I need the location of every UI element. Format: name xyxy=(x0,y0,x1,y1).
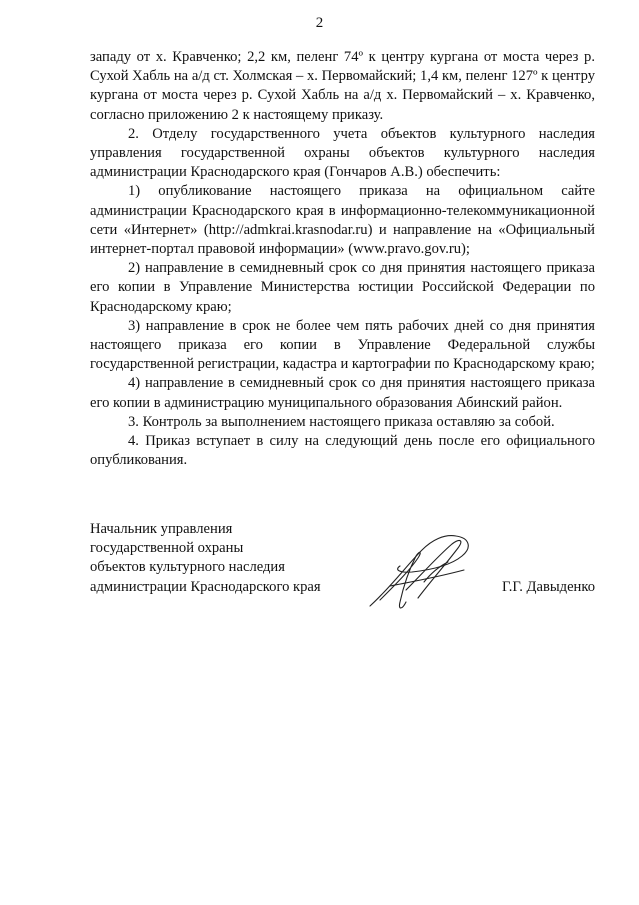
paragraph: 3. Контроль за выполнением настоящего приказа оставляю за собой. xyxy=(128,413,555,430)
signature-block xyxy=(90,520,595,600)
handwritten-signature xyxy=(360,526,480,618)
signer-position-line: администрации Краснодарского края xyxy=(90,578,321,595)
page-number: 2 xyxy=(315,15,324,31)
signer-name: Г.Г. Давыденко xyxy=(501,578,595,595)
paragraph: 1) опубликование настоящего приказа на официальном сайте администрации Краснодарского края в информационно-телекоммуникационной сети «Интернет» (http://admkrai.krasnodar.ru) и направление на «Официальный интернет-портал правовой информации» (www.pravo.gov.ru); xyxy=(90,183,595,258)
paragraph: западу от х. Кравченко; 2,2 км, пеленг 74º к центру кургана от моста через р. Сухой Хабль на а/д ст. Холмская – х. Первомайский; 1,4 км, пеленг 127º к центру кургана от моста через р. Сухой Хабль на а/д х. Первомайский – х. Кравченко, согласно приложению 2 к настоящему приказу. xyxy=(90,49,595,123)
paragraph: 4. Приказ вступает в силу на следующий день после его официального опубликования. xyxy=(90,433,595,469)
signer-position-line: объектов культурного наследия xyxy=(90,559,285,576)
paragraph: 2. Отделу государственного учета объектов культурного наследия управления государственной охраны объектов культурного наследия администрации Краснодарского края (Гончаров А.В.) обеспечить: xyxy=(90,125,595,181)
paragraph: 3) направление в срок не более чем пять рабочих дней со дня принятия настоящего приказа его копии в Управление Федеральной службы государственной регистрации, кадастра и картографии по Краснодарскому краю; xyxy=(90,317,595,373)
signer-position-line: государственной охраны xyxy=(90,540,244,557)
document-body xyxy=(90,48,595,470)
paragraph: 4) направление в семидневный срок со дня принятия настоящего приказа его копии в администрацию муниципального образования Абинский район. xyxy=(90,375,595,411)
paragraph: 2) направление в семидневный срок со дня принятия настоящего приказа его копии в Управление Министерства юстиции Российской Федерации по Краснодарскому краю; xyxy=(90,260,595,315)
signer-position-line: Начальник управления xyxy=(90,521,233,537)
